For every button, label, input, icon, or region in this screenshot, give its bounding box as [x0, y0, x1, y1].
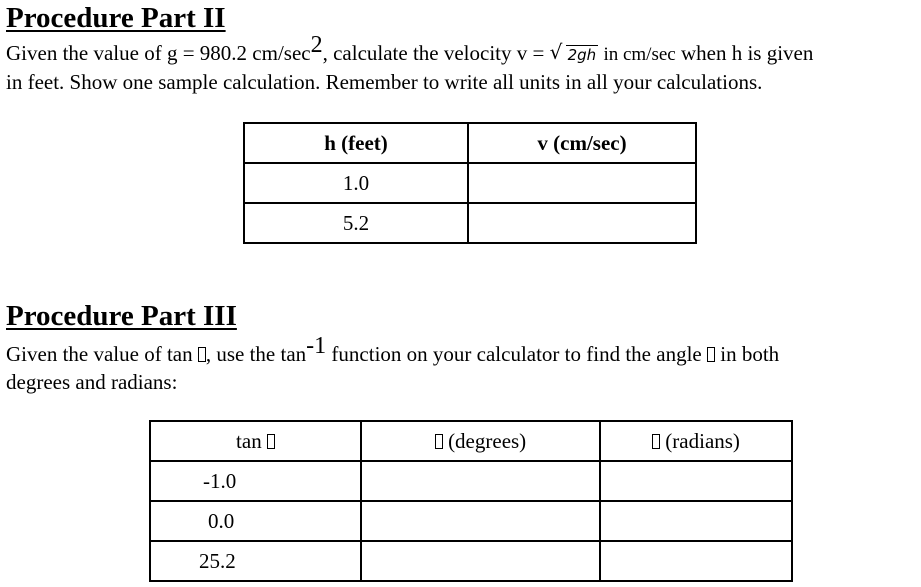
heading-part-3: Procedure Part III	[6, 300, 237, 332]
superscript-2: 2	[310, 32, 323, 58]
table-header-row	[244, 123, 696, 163]
paragraph-part-2-line-2: in feet. Show one sample calculation. Remember to write all units in all your calculations.	[6, 70, 763, 94]
header-theta-degrees	[361, 421, 600, 461]
text-calc-velocity: , calculate the velocity v =	[322, 41, 550, 65]
table-row	[150, 501, 792, 541]
cell-h-value: 1.0	[244, 163, 468, 203]
text-g-value: Given the value of g = 980.2 cm/sec	[6, 41, 311, 65]
formula-text: 2gh	[567, 46, 597, 64]
header-degrees-label: (degrees)	[442, 428, 527, 453]
cell-degrees-value[interactable]	[361, 461, 600, 501]
cell-v-value[interactable]	[468, 163, 696, 203]
text-when-h: when h is given	[675, 41, 814, 65]
paragraph-part-2-line-1	[6, 32, 814, 69]
text-function: function on your calculator to find the angle	[326, 342, 707, 366]
header-radians-label: (radians)	[660, 428, 740, 453]
paragraph-part-3-line-2: degrees and radians:	[6, 370, 178, 394]
header-tan-theta	[150, 421, 361, 461]
sqrt-symbol-icon: √	[549, 40, 563, 64]
table-row	[244, 163, 696, 203]
theta-placeholder-icon	[198, 347, 206, 362]
superscript-minus-1: -1	[306, 333, 327, 359]
table-part-3	[149, 420, 793, 582]
table-row	[150, 541, 792, 581]
heading-part-2: Procedure Part II	[6, 2, 226, 34]
cell-radians-value[interactable]	[600, 541, 792, 581]
table-header-row	[150, 421, 792, 461]
sqrt-formula	[550, 41, 599, 69]
header-h-feet: h (feet)	[244, 123, 468, 163]
cell-radians-value[interactable]	[600, 501, 792, 541]
cell-h-value: 5.2	[244, 203, 468, 243]
theta-placeholder-icon	[267, 434, 275, 449]
text-given-tan: Given the value of tan	[6, 342, 198, 366]
header-tan-label: tan	[236, 428, 267, 453]
text-in-both: in both	[714, 342, 780, 366]
text-use-tan: , use the tan	[205, 342, 307, 366]
header-theta-radians	[600, 421, 792, 461]
cell-tan-value: 0.0	[150, 501, 361, 541]
cell-tan-value: -1.0	[150, 461, 361, 501]
cell-degrees-value[interactable]	[361, 541, 600, 581]
cell-degrees-value[interactable]	[361, 501, 600, 541]
paragraph-part-3-line-1	[6, 333, 780, 368]
cell-v-value[interactable]	[468, 203, 696, 243]
theta-placeholder-icon	[707, 347, 715, 362]
table-part-2	[243, 122, 697, 244]
table-row	[150, 461, 792, 501]
table-row	[244, 203, 696, 243]
theta-placeholder-icon	[652, 434, 660, 449]
header-v-cm-sec: v (cm/sec)	[468, 123, 696, 163]
theta-placeholder-icon	[435, 434, 443, 449]
cell-radians-value[interactable]	[600, 461, 792, 501]
cell-tan-value: 25.2	[150, 541, 361, 581]
text-units: in cm/sec	[603, 44, 676, 65]
